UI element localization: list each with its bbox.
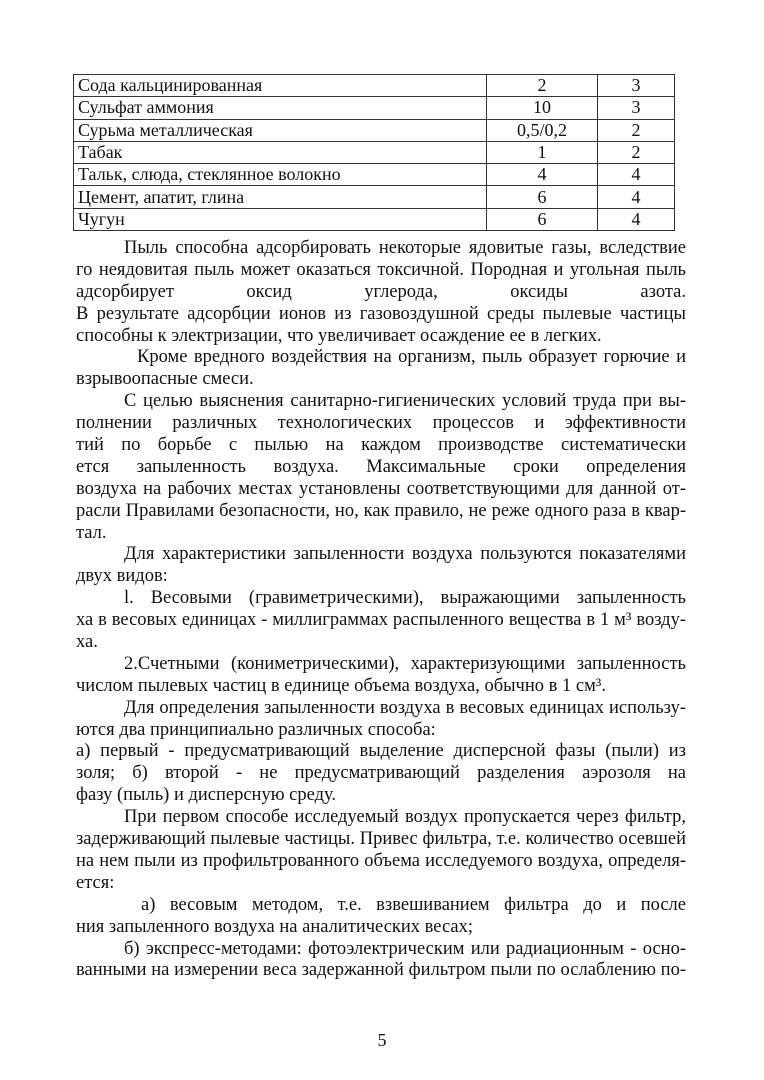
value-cell: 10 (487, 97, 598, 119)
class-cell: 4 (598, 186, 675, 208)
text-line: расли Правилами безопасности, но, как правило, не реже одного раза в квар- (76, 500, 686, 521)
class-cell: 2 (598, 119, 675, 141)
substance-name-cell: Цемент, апатит, глина (74, 186, 487, 208)
value-cell: 6 (487, 208, 598, 230)
text-line: адсорбирует оксид углерода, оксиды азота. (76, 281, 686, 302)
paragraph (76, 807, 686, 895)
class-cell: 3 (598, 97, 675, 119)
value-cell: 1 (487, 141, 598, 163)
value-cell: 4 (487, 164, 598, 186)
substance-name-cell: Сода кальцинированная (74, 75, 487, 97)
table-row (74, 141, 675, 163)
substances-table (73, 74, 675, 231)
value-cell: 0,5/0,2 (487, 119, 598, 141)
class-cell: 3 (598, 75, 675, 97)
text-line: 2.Счетными (кониметрическими), характеризующими запыленность (124, 653, 686, 674)
text-line: ха в весовых единицах - миллиграммах распыленного вещества в 1 м³ возду- (76, 610, 686, 631)
substance-name-cell: Чугун (74, 208, 487, 230)
value-cell: 6 (487, 186, 598, 208)
text-line: ется: (76, 872, 115, 893)
paragraph (76, 741, 686, 807)
paragraph (76, 347, 686, 391)
paragraph (76, 895, 686, 939)
text-line: Для определения запыленности воздуха в весовых единицах использу- (124, 697, 686, 718)
text-line: Кроме вредного воздействия на организм, пыль образует горючие и (137, 347, 686, 368)
substance-name-cell: Тальк, слюда, стеклянное волокно (74, 164, 487, 186)
text-line: При первом способе исследуемый воздух пропускается через фильтр, (124, 807, 686, 828)
class-cell: 4 (598, 208, 675, 230)
value-cell: 2 (487, 75, 598, 97)
text-line: тий по борьбе с пылью на каждом производстве систематически (76, 435, 686, 456)
text-line: ется запыленность воздуха. Максимальные сроки определения (76, 456, 686, 477)
text-line: ния запыленного воздуха на аналитических весах; (76, 916, 474, 937)
text-line: а) первый - предусматривающий выделение дисперсной фазы (пыли) из (76, 741, 686, 762)
text-line: способны к электризации, что увеличивает осаждение ее в легких. (76, 325, 602, 346)
table-row (74, 164, 675, 186)
text-line: взрывоопасные смеси. (76, 369, 254, 390)
text-line: золя; б) второй - не предусматривающий разделения аэрозоля на (76, 763, 686, 784)
table-row (74, 119, 675, 141)
text-line: l. Весовыми (гравиметрическими), выражающими запыленность (124, 588, 686, 609)
table-row (74, 97, 675, 119)
table-row (74, 186, 675, 208)
text-line: воздуха на рабочих местах установлены соответствующими для данной от- (76, 478, 686, 499)
class-cell: 4 (598, 164, 675, 186)
text-line: Пыль способна адсорбировать некоторые ядовитые газы, вследствие (124, 238, 686, 258)
text-line: ха. (76, 632, 98, 653)
table-row (74, 208, 675, 230)
substance-name-cell: Табак (74, 141, 487, 163)
table-row (74, 75, 675, 97)
text-line: С целью выяснения санитарно-гигиенических условий труда при вы- (124, 391, 686, 412)
class-cell: 2 (598, 141, 675, 163)
page-number: 5 (377, 1030, 387, 1050)
substance-name-cell: Сульфат аммония (74, 97, 487, 119)
paragraph (76, 698, 686, 742)
paragraph (76, 588, 686, 654)
paragraph (76, 391, 686, 544)
paragraph (76, 238, 686, 347)
text-line: ются два принципиально различных способа: (76, 719, 436, 740)
text-line: фазу (пыль) и дисперсную среду. (76, 785, 337, 806)
substance-name-cell: Сурьма металлическая (74, 119, 487, 141)
paragraph (76, 544, 686, 588)
text-line: числом пылевых частиц в единице объема воздуха, обычно в 1 см³. (76, 675, 606, 696)
text-line: задерживающий пылевые частицы. Привес фильтра, т.е. количество осевшей (76, 829, 686, 850)
text-line: на нем пыли из профильтрованного объема исследуемого воздуха, определя- (76, 850, 686, 871)
paragraph (76, 939, 686, 983)
text-line: двух видов: (76, 566, 168, 587)
body-text (76, 238, 686, 982)
text-line: го неядовитая пыль может оказаться токсичной. Породная и угольная пыль (76, 259, 686, 280)
text-line: ванными на измерении веса задержанной фильтром пыли по ослаблению по- (76, 960, 686, 981)
text-line: полнении различных технологических процессов и эффективности (76, 413, 686, 434)
text-line: а) весовым методом, т.е. взвешиванием фильтра до и после (141, 894, 686, 915)
text-line: Для характеристики запыленности воздуха пользуются показателями (124, 544, 686, 565)
text-line: тал. (76, 522, 107, 543)
text-line: В результате адсорбции ионов из газовоздушной среды пылевые частицы (76, 303, 686, 324)
paragraph (76, 654, 686, 698)
text-line: б) экспресс-методами: фотоэлектрическим или радиационным - осно- (124, 938, 686, 959)
